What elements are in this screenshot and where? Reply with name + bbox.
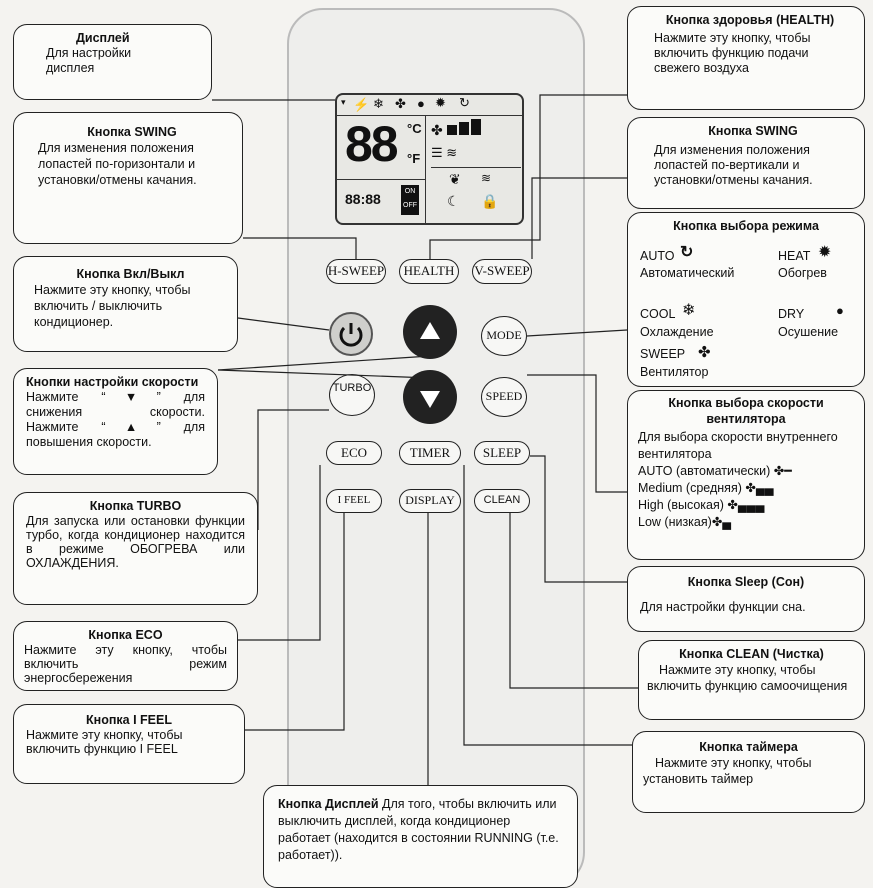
callout-health: Кнопка здоровья (HEALTH) Нажмите эту кнопку, чтобы включить функцию подачи свежего воздуха: [627, 6, 865, 110]
callout-timer: Кнопка таймера Нажмите эту кнопку, чтобы установить таймер: [632, 731, 865, 813]
v-sweep-button[interactable]: V-SWEEP: [472, 259, 532, 284]
lcd-louver-icon: ☰ ≋: [431, 145, 458, 160]
callout-mode: Кнопка выбора режима AUTO ↻ Автоматический HEAT ✹ Обогрев COOL ❄ Охлаждение DRY ● Осушение SWEEP ✤ Вентилятор: [627, 212, 865, 387]
eco-button[interactable]: ECO: [326, 441, 382, 465]
callout-display: Дисплей Для настройки дисплея: [13, 24, 212, 100]
ifeel-button[interactable]: I FEEL: [326, 489, 382, 513]
mode-button[interactable]: MODE: [481, 316, 527, 356]
callout-power: Кнопка Вкл/Выкл Нажмите эту кнопку, чтобы включить / выключить кондиционер.: [13, 256, 238, 352]
callout-swing-vertical: Кнопка SWING Для изменения положения лопастей по-вертикали и установки/отмены качания.: [627, 117, 865, 209]
sun-icon: ✹: [435, 95, 446, 110]
sun-icon: ✹: [818, 244, 832, 261]
callout-speed-adjust: Кнопки настройки скорости Нажмите “▼” для снижения скорости. Нажмите “▲” для повышения скорости.: [13, 368, 218, 475]
lightning-icon: ⚡: [353, 97, 370, 112]
callout-ifeel: Кнопка I FEEL Нажмите эту кнопку, чтобы включить функцию I FEEL: [13, 704, 245, 784]
fan-icon: ✤: [395, 96, 406, 111]
callout-fan-speed: Кнопка выбора скорости вентилятора Для выбора скорости внутреннего вентилятора AUTO (автоматически) ✤━ Medium (средняя) ✤▄▄ High (высокая) ✤▄▄▄ Low (низкая)✤▄: [627, 390, 865, 560]
sleep-button[interactable]: SLEEP: [474, 441, 530, 465]
snowflake-icon: ❄: [373, 96, 384, 111]
fan-auto-icon: ✤━: [773, 464, 792, 478]
drop-icon: ●: [417, 96, 425, 111]
drop-icon: ●: [836, 303, 844, 318]
fan-icon: ✤: [698, 344, 711, 361]
leaf-icon: ❦: [449, 171, 461, 187]
speed-button[interactable]: SPEED: [481, 377, 527, 417]
fan-low-icon: ✤▄: [711, 515, 732, 529]
lcd-on-off: ON OFF: [401, 185, 419, 215]
callout-display-button: Кнопка Дисплей Для того, чтобы включить или выключить дисплей, когда кондиционер работает (находится в состоянии RUNNING (т.е. работает)).: [263, 785, 578, 888]
lcd-temperature: 88: [345, 116, 397, 172]
callout-swing-horizontal: Кнопка SWING Для изменения положения лопастей по-горизонтали и установки/отмены качания.: [13, 112, 243, 244]
callout-turbo: Кнопка TURBO Для запуска или остановки функции турбо, когда кондиционер находится в режиме ОБОГРЕВА или ОХЛАЖДЕНИЯ.: [13, 492, 258, 605]
fan-medium-icon: ✤▄▄: [745, 481, 774, 495]
h-sweep-button[interactable]: H-SWEEP: [326, 259, 386, 284]
auto-cycle-icon: ↻: [680, 244, 694, 261]
lock-icon: 🔒: [481, 193, 499, 209]
lcd-unit-f: °F: [407, 151, 421, 166]
auto-cycle-icon: ↻: [459, 95, 470, 110]
health-button[interactable]: HEALTH: [399, 259, 459, 284]
display-button[interactable]: DISPLAY: [399, 489, 461, 513]
signal-icon: ▾: [341, 97, 346, 107]
callout-clean: Кнопка CLEAN (Чистка) Нажмите эту кнопку, чтобы включить функцию самоочищения: [638, 640, 865, 720]
lcd-unit-c: °C: [407, 121, 422, 136]
clean-button[interactable]: CLEAN: [474, 489, 530, 513]
sleep-moon-icon: ☾: [447, 193, 460, 209]
callout-sleep: Кнопка Sleep (Сон) Для настройки функции сна.: [627, 566, 865, 632]
heat-wave-icon: ≋: [481, 171, 492, 185]
lcd-fan-speed-icon: ✤: [431, 119, 481, 139]
lcd-clock: 88:88: [345, 191, 381, 207]
callout-eco: Кнопка ECO Нажмите эту кнопку, чтобы включить режим энергосбережения: [13, 621, 238, 691]
turbo-button[interactable]: TURBO: [329, 374, 375, 416]
snowflake-icon: ❄: [682, 302, 696, 319]
timer-button[interactable]: TIMER: [399, 441, 461, 465]
fan-high-icon: ✤▄▄▄: [727, 498, 765, 512]
